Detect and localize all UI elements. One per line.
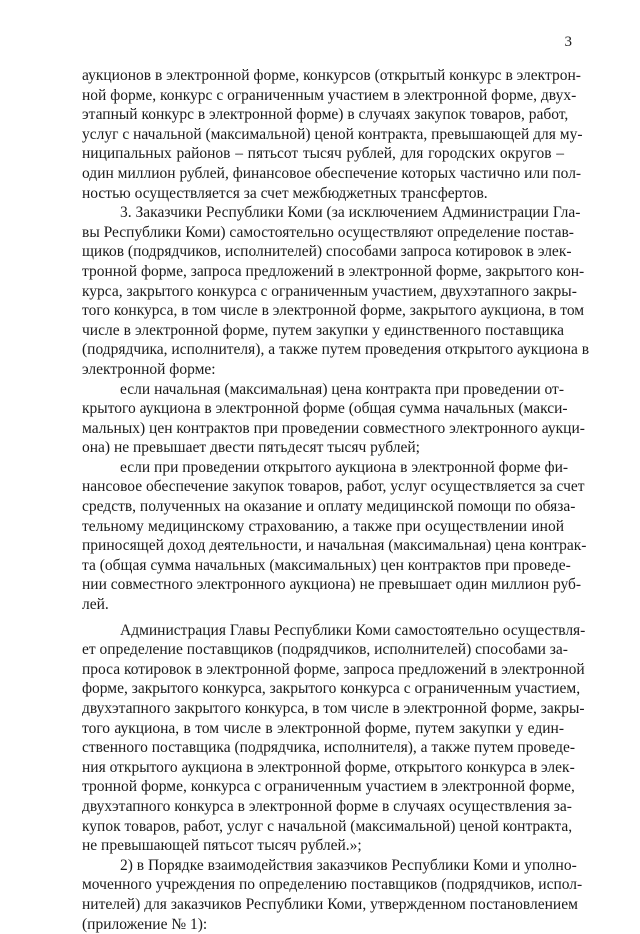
text-line: двухэтапного конкурса в электронной форме в случаях осуществления за- bbox=[82, 797, 572, 815]
text-line: та (общая сумма начальных (максимальных) цен контрактов при проведе- bbox=[82, 556, 571, 574]
paragraph bbox=[82, 203, 590, 379]
text-line: двухэтапного закрытого конкурса, в том числе в электронной форме, закры- bbox=[82, 700, 585, 717]
text-line: аукционов в электронной форме, конкурсов (открытый конкурс в электрон- bbox=[82, 67, 581, 84]
text-line: если начальная (максимальная) цена контракта при проведении от- bbox=[120, 380, 564, 398]
text-line: не превышающей пятьсот тысяч рублей.»; bbox=[82, 837, 362, 855]
text-line: она) не превышает двести пятьдесят тысяч рублей; bbox=[82, 439, 420, 457]
text-line: (подрядчика, исполнителя), а также путем проведения открытого аукциона в bbox=[82, 341, 590, 359]
text-line: лей. bbox=[82, 596, 109, 614]
text-line: 3. Заказчики Республики Коми (за исключением Администрации Гла- bbox=[120, 204, 581, 222]
text-line: приносящей доход деятельности, и начальная (максимальная) цена контрак- bbox=[82, 537, 587, 555]
text-line: тронной форме, запроса предложений в электронной форме, закрытого кон- bbox=[82, 262, 585, 280]
text-line: 2) в Порядке взаимодействия заказчиков Республики Коми и уполно- bbox=[120, 856, 577, 874]
text-line: ной форме, конкурс с ограниченным участием в электронной форме, двух- bbox=[82, 86, 577, 104]
text-line: (приложение № 1): bbox=[82, 915, 208, 933]
text-line: тельному медицинскому страхованию, а также при осуществлении иной bbox=[82, 517, 564, 535]
text-line: моченного учреждения по определению поставщиков (подрядчиков, испол- bbox=[82, 876, 583, 894]
text-line: проса котировок в электронной форме, запроса предложений в электронной bbox=[82, 660, 585, 678]
text-line: если при проведении открытого аукциона в электронной форме фи- bbox=[120, 458, 569, 476]
text-line: нии совместного электронного аукциона) не превышает один миллион руб- bbox=[82, 576, 582, 594]
text-line: ния открытого аукциона в электронной форме, открытого конкурса в элек- bbox=[82, 758, 575, 776]
text-line: форме, закрытого конкурса, закрытого конкурса с ограниченным участием, bbox=[82, 680, 581, 698]
text-line: услуг с начальной (максимальной) ценой контракта, превышающей для му- bbox=[82, 125, 583, 143]
page-number: 3 bbox=[564, 34, 572, 50]
paragraph bbox=[82, 856, 583, 934]
text-line: числе в электронной форме, путем закупки у единственного поставщика bbox=[82, 321, 564, 339]
paragraph bbox=[82, 66, 583, 203]
paragraph bbox=[82, 458, 587, 615]
text-line: электронной форме: bbox=[82, 360, 216, 378]
document-body bbox=[82, 66, 590, 934]
text-line: того конкурса, в том числе в электронной форме, закрытого аукциона, в том bbox=[82, 302, 585, 320]
text-line: этапный конкурс в электронной форме) в случаях закупок товаров, работ, bbox=[82, 106, 569, 124]
text-line: ет определение поставщиков (подрядчиков, исполнителей) способами за- bbox=[82, 641, 568, 659]
text-line: нансовое обеспечение закупок товаров, работ, услуг осуществляется за счет bbox=[82, 478, 585, 496]
text-line: крытого аукциона в электронной форме (общая сумма начальных (макси- bbox=[82, 400, 568, 418]
text-line: тронной форме, конкурса с ограниченным участием в электронной форме, bbox=[82, 778, 575, 796]
paragraph bbox=[82, 380, 585, 458]
text-line: вы Республики Коми) самостоятельно осуществляют определение постав- bbox=[82, 223, 574, 241]
text-line: ственного поставщика (подрядчика, исполнителя), а также путем проведе- bbox=[82, 739, 576, 757]
text-line: мальных) цен контрактов при проведении совместного электронного аукци- bbox=[82, 419, 585, 437]
text-line: нителей) для заказчиков Республики Коми, утвержденном постановлением bbox=[82, 895, 578, 913]
text-line: ниципальных районов – пятьсот тысяч рублей, для городских округов – bbox=[82, 145, 564, 163]
text-line: ностью осуществляется за счет межбюджетных трансфертов. bbox=[82, 184, 488, 202]
text-line: курса, закрытого конкурса с ограниченным участием, двухэтапного закры- bbox=[82, 282, 577, 300]
text-line: один миллион рублей, финансовое обеспечение которых частично или пол- bbox=[82, 164, 582, 182]
text-line: купок товаров, работ, услуг с начальной (максимальной) ценой контракта, bbox=[82, 817, 573, 835]
text-line: Администрация Главы Республики Коми самостоятельно осуществля- bbox=[120, 621, 586, 639]
text-line: средств, полученных на оказание и оплату медицинской помощи по обяза- bbox=[82, 498, 576, 516]
text-line: того аукциона, в том числе в электронной форме, путем закупки у един- bbox=[82, 719, 564, 737]
paragraph bbox=[82, 621, 586, 856]
text-line: щиков (подрядчиков, исполнителей) способами запроса котировок в элек- bbox=[82, 243, 572, 261]
